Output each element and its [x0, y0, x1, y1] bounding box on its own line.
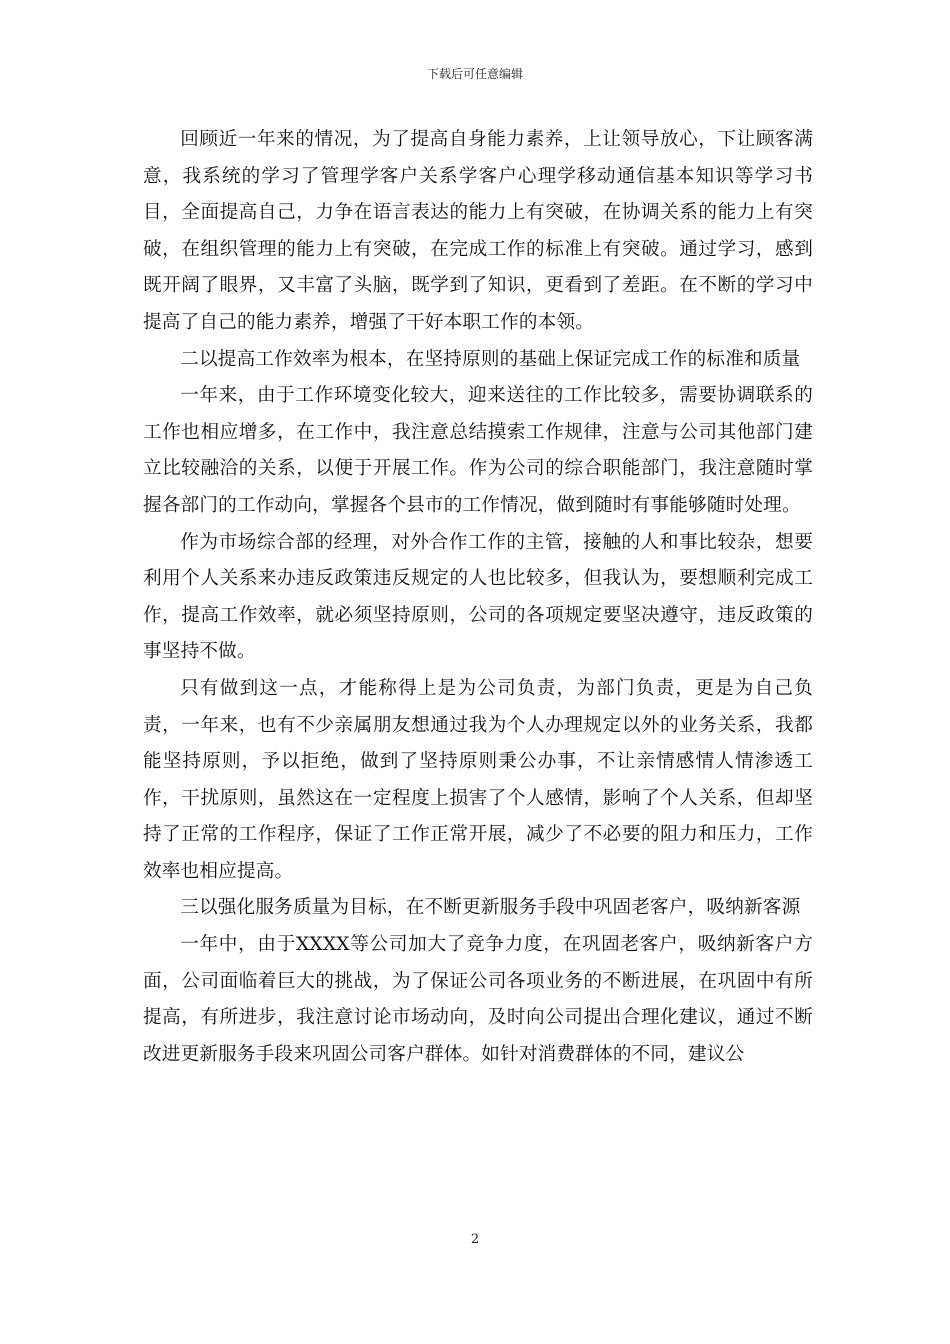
header-text: 下载后可任意编辑 [426, 67, 523, 81]
paragraph: 作为市场综合部的经理，对外合作工作的主管，接触的人和事比较杂，想要利用个人关系来办违反政策违反规定的人也比较多，但我认为，要想顺利完成工作，提高工作效率，就必须坚持原则，公司的各项规定要坚决遵守，违反政策的事坚持不做。 [143, 531, 813, 663]
page-header [0, 66, 950, 82]
paragraph: 一年中，由于XXXX等公司加大了竞争力度，在巩固老客户，吸纳新客户方面，公司面临着巨大的挑战，为了保证公司各项业务的不断进展，在巩固中有所提高，有所进步，我注意讨论市场动向，及时向公司提出合理化建议，通过不断改进更新服务手段来巩固公司客户群体。如针对消费群体的不同，建议公 [143, 934, 813, 1065]
paragraph: 只有做到这一点，才能称得上是为公司负责，为部门负责，更是为自己负责，一年来，也有不少亲属朋友想通过我为个人办理规定以外的业务关系，我都能坚持原则，予以拒绝，做到了坚持原则秉公办事，不让亲情感情人情渗透工作，干扰原则，虽然这在一定程度上损害了个人感情，影响了个人关系，但却坚持了正常的工作程序，保证了工作正常开展，减少了不必要的阻力和压力，工作效率也相应提高。 [143, 677, 813, 882]
paragraph: 回顾近一年来的情况，为了提高自身能力素养，上让领导放心，下让顾客满意，我系统的学习了管理学客户关系学客户心理学移动通信基本知识等学习书目，全面提高自己，力争在语言表达的能力上有突破，在协调关系的能力上有突破，在组织管理的能力上有突破，在完成工作的标准上有突破。通过学习，感到既开阔了眼界，又丰富了头脑，既学到了知识，更看到了差距。在不断的学习中提高了自己的能力素养，增强了干好本职工作的本领。 [143, 129, 813, 333]
section-heading: 三以强化服务质量为目标，在不断更新服务手段中巩固老客户，吸纳新客源 [180, 897, 801, 919]
section-heading: 二以提高工作效率为根本，在坚持原则的基础上保证完成工作的标准和质量 [180, 348, 801, 370]
page-number: 2 [470, 1232, 480, 1247]
paragraph: 一年来，由于工作环境变化较大，迎来送往的工作比较多，需要协调联系的工作也相应增多，在工作中，我注意总结摸索工作规律，注意与公司其他部门建立比较融洽的关系，以便于开展工作。作为公司的综合职能部门，我注意随时掌握各部门的工作动向，掌握各个县市的工作情况，做到随时有事能够随时处理。 [143, 385, 813, 516]
document-body [143, 122, 813, 1073]
page-footer [0, 1232, 950, 1248]
